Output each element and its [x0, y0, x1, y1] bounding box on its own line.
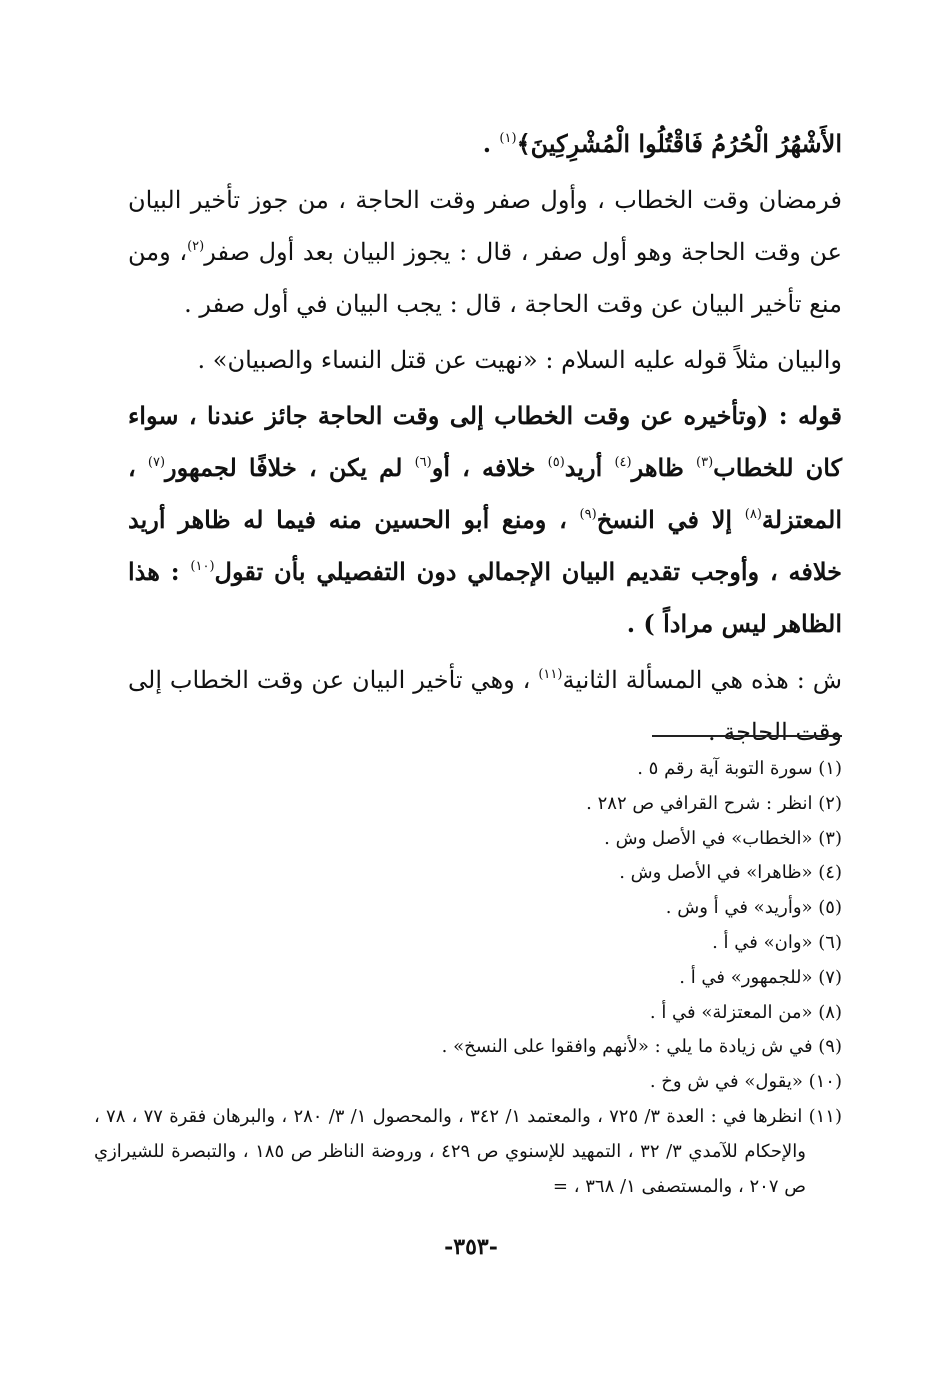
text-run: إلا في النسخ	[596, 505, 745, 534]
text-run: لم يكن ، خلافًا لجمهور	[165, 453, 415, 482]
paragraph-explanation	[128, 174, 842, 330]
text-run: والبيان مثلاً قوله عليه السلام : «نهيت عن قتل النساء والصبيان» .	[197, 346, 842, 374]
text-run: ش : هذه هي المسألة الثانية	[562, 666, 842, 694]
footnote-ref: (٩)	[579, 507, 597, 522]
verse-quote-line	[128, 118, 842, 170]
main-text	[128, 118, 842, 758]
footnote-item: (٢) انظر : شرح القرافي ص ٢٨٢ .	[586, 792, 842, 814]
text-run: ، وهي تأخير البيان عن وقت الخطاب إلى وقت الحاجة .	[128, 666, 842, 746]
footnote-ref: (٤)	[614, 455, 632, 470]
paragraph-matn-quote	[128, 390, 842, 650]
footnote-item: (٧) «للجمهور» في أ .	[679, 966, 842, 988]
footnote-ref: (١)	[499, 131, 517, 146]
footnote-item: (٩) في ش زيادة ما يلي : «لأنهم وافقوا على النسخ» .	[441, 1036, 842, 1058]
footnote-item: (٤) «ظاهرا» في الأصل وش .	[619, 862, 842, 884]
footnote-ref: (٨)	[744, 507, 762, 522]
footnote-ref: (٧)	[147, 455, 166, 470]
text-run: ، ومنع أبو الحسين منه فيما له ظاهر أريد خلافه ، وأوجب تقديم البيان الإجمالي دون التفصيلي بأن تقول	[128, 505, 842, 586]
footnote-separator	[652, 735, 842, 737]
text-run: ، ومن منع تأخير البيان عن وقت الحاجة ، قال : يجب البيان في أول صفر .	[128, 238, 842, 318]
text-run: : هذا الظاهر ليس مراداً ) .	[128, 557, 842, 638]
footnote-ref: (١٠)	[190, 559, 215, 574]
footnote-ref: (٦)	[414, 455, 432, 470]
text-run: ظاهر	[631, 453, 697, 482]
footnote-ref: (٥)	[547, 455, 565, 470]
text-run: .	[482, 129, 500, 158]
text-run: الأَشْهُرُ الْحُرُمُ فَاقْتُلُوا الْمُشْرِكِينَ﴾	[516, 129, 842, 158]
text-run: فرمضان وقت الخطاب ، وأول صفر وقت الحاجة ، من جوز تأخير البيان عن وقت الحاجة وهو أول صفر ، قال : يجوز البيان بعد أول صفر	[128, 186, 843, 266]
footnote-item: (٣) «الخطاب» في الأصل وش .	[604, 827, 842, 849]
footnote-item: (١١) انظرها في : العدة ٣/ ٧٢٥ ، والمعتمد ١/ ٣٤٢ ، والمحصول ١/ ٣/ ٢٨٠ ، والبرهان فقرة ٧٧ ، ٧٨ ، والإحكام للآمدي ٣/ ٣٢ ، التمهيد للإسنوي ص ٤٢٩ ، وروضة الناظر ص ١٨٥ ، والتبصرة للشيرازي ص ٢٠٧ ، والمستصفى ١/ ٣٦٨ ، =	[94, 1105, 842, 1197]
footnote-ref: (٣)	[696, 455, 714, 470]
footnote-item: (١٠) «يقول» في ش وخ .	[649, 1071, 842, 1093]
footnote-item: (٨) «من المعتزلة» في أ .	[649, 1001, 842, 1023]
text-run: قوله : (وتأخيره عن وقت الخطاب إلى وقت الحاجة جائز عندنا ، سواء كان للخطاب	[128, 401, 843, 482]
text-run: أريد	[564, 453, 615, 482]
footnotes-list	[94, 752, 842, 1204]
footnote-item: (٥) «وأريد» في أ وش .	[665, 897, 842, 919]
paragraph-example	[128, 334, 842, 386]
footnote-ref: (٢)	[187, 239, 205, 254]
text-run: ، المعتزلة	[128, 453, 842, 534]
footnote-item: (٦) «وان» في أ .	[712, 931, 842, 953]
text-run: خلافه ، أو	[431, 453, 548, 482]
paragraph-commentary	[128, 654, 842, 758]
footnote-item: (١) سورة التوبة آية رقم ٥ .	[637, 758, 842, 779]
page-number: -٣٥٣-	[444, 1234, 498, 1260]
footnote-ref: (١١)	[538, 667, 563, 682]
